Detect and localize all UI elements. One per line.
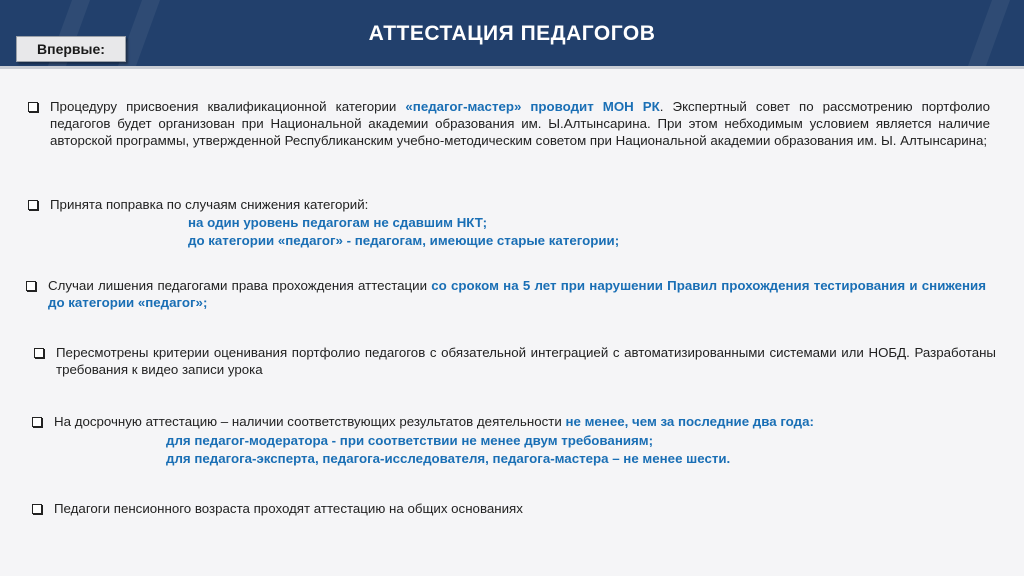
sub-item: для педагога-эксперта, педагога-исследователя, педагога-мастера – не менее шести. bbox=[166, 451, 731, 466]
item-text: Педагоги пенсионного возраста проходят аттестацию на общих основаниях bbox=[54, 501, 523, 516]
item-text-part: . Экспертный совет по рассмотрению портфолио педагогов будет организован при Национальной академии образования им. Ы.Алтынсарина. При этом небходимым условием является наличие авторской программы, утвержденной Республиканским учебно-методическим советом при Национальной академии образования им. Ы. Алтынсарина; bbox=[50, 99, 990, 148]
item-text-part: Случаи лишения педагогами права прохождения аттестации bbox=[48, 278, 432, 293]
header-bar bbox=[0, 0, 1024, 66]
item-text: Принята поправка по случаям снижения категорий: bbox=[50, 197, 369, 212]
item-text bbox=[50, 98, 990, 149]
item-highlight: со сроком на 5 лет при нарушении Правил прохождения тестирования и снижения до категории «педагог»; bbox=[48, 278, 986, 310]
item-text: Пересмотрены критерии оценивания портфолио педагогов с обязательной интеграцией с автоматизированными системами или НОБД. Разработаны требования к видео записи урока bbox=[56, 345, 996, 377]
checkbox-bullet-icon bbox=[34, 348, 44, 358]
checkbox-bullet-icon bbox=[28, 102, 38, 112]
first-time-badge: Впервые: bbox=[16, 36, 126, 62]
item-text bbox=[48, 277, 986, 311]
item-text bbox=[54, 413, 994, 430]
checkbox-bullet-icon bbox=[26, 281, 36, 291]
list-item bbox=[26, 277, 986, 311]
sub-item: на один уровень педагогам не сдавшим НКТ; bbox=[188, 215, 488, 230]
list-item bbox=[32, 500, 994, 517]
header-divider bbox=[0, 66, 1024, 69]
sub-item: до категории «педагог» - педагогам, имеющие старые категории; bbox=[188, 233, 620, 248]
item-highlight: «педагог-мастер» проводит МОН РК bbox=[405, 99, 660, 114]
list-item bbox=[32, 413, 994, 430]
checkbox-bullet-icon bbox=[32, 417, 42, 427]
list-item bbox=[34, 344, 996, 378]
item-text-part: На досрочную аттестацию – наличии соответствующих результатов деятельности bbox=[54, 414, 566, 429]
page-title: АТТЕСТАЦИЯ ПЕДАГОГОВ bbox=[368, 22, 656, 45]
sub-item: для педагог-модератора - при соответствии не менее двум требованиям; bbox=[166, 433, 654, 448]
checkbox-bullet-icon bbox=[32, 504, 42, 514]
item-text-part: Процедуру присвоения квалификационной категории bbox=[50, 99, 406, 114]
list-item bbox=[28, 98, 990, 149]
checkbox-bullet-icon bbox=[28, 200, 38, 210]
item-highlight: не менее, чем за последние два года: bbox=[565, 414, 814, 429]
list-item bbox=[28, 196, 990, 213]
